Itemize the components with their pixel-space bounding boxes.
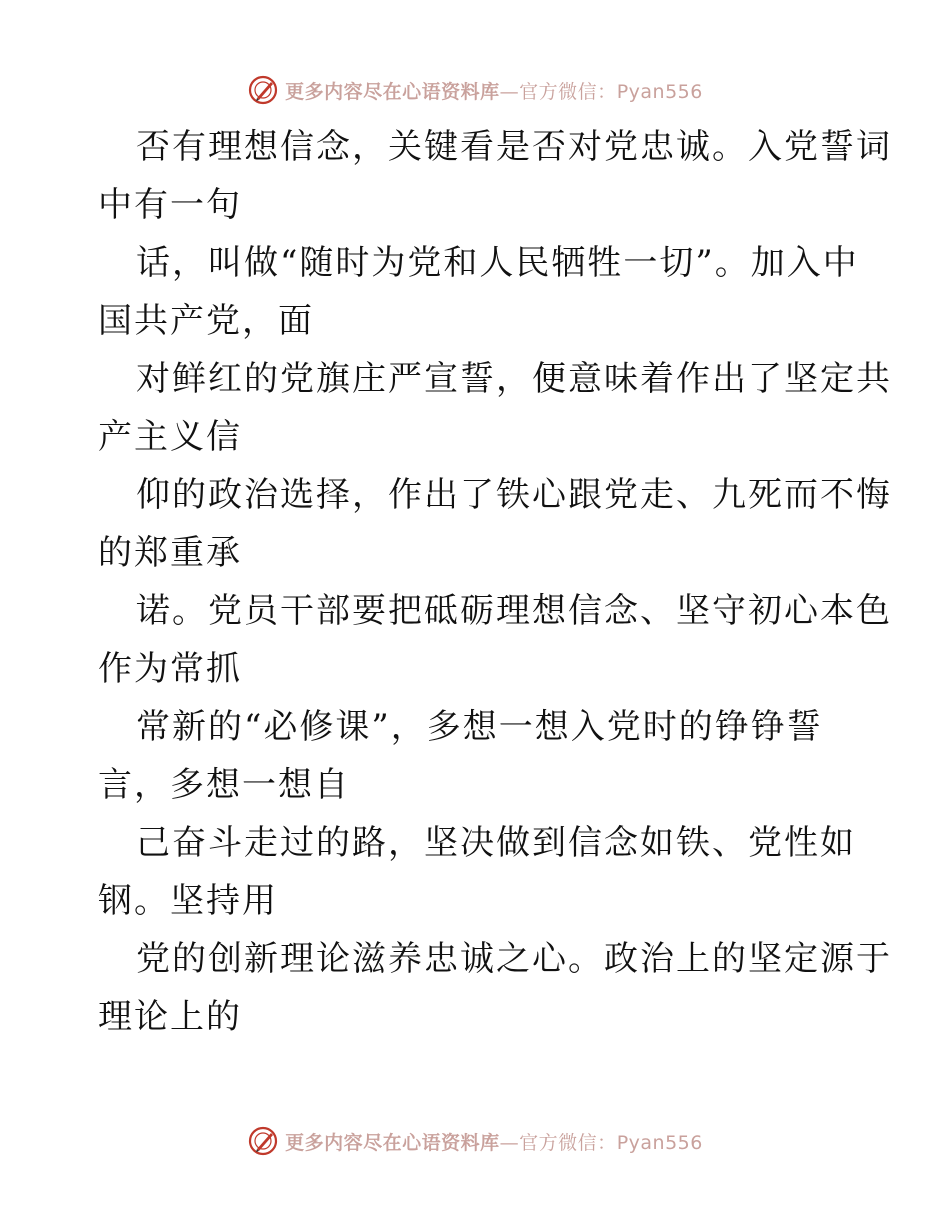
footer-banner [0, 1121, 950, 1161]
header-site-name: 更多内容尽在心语资料库 [285, 80, 500, 103]
footer-wechat-id: Pyan556 [616, 1131, 703, 1154]
text-line: 国共产党，面 [98, 301, 314, 341]
text-line: 常新的“必修课”，多想一想入党时的铮铮誓 [136, 707, 823, 747]
text-line: 话，叫做“随时为党和人民牺牲一切”。加入中 [136, 243, 859, 283]
text-line: 钢。坚持用 [98, 881, 278, 921]
text-line: 理论上的 [98, 997, 242, 1037]
pen-logo-icon [247, 74, 279, 106]
header-wechat-label: —官方微信： [499, 80, 617, 103]
text-line: 党的创新理论滋养忠诚之心。政治上的坚定源于 [136, 939, 892, 979]
text-line: 言，多想一想自 [98, 765, 350, 805]
header-banner [0, 70, 950, 110]
text-line: 己奋斗走过的路，坚决做到信念如铁、党性如 [136, 823, 856, 863]
header-wechat-id: Pyan556 [616, 80, 703, 103]
document-body [98, 118, 892, 1046]
text-line: 中有一句 [98, 185, 242, 225]
text-line: 诺。党员干部要把砥砺理想信念、坚守初心本色 [136, 591, 892, 631]
pen-logo-icon [247, 1125, 279, 1157]
text-line: 的郑重承 [98, 533, 242, 573]
text-line: 作为常抓 [98, 649, 242, 689]
text-line: 产主义信 [98, 417, 242, 457]
text-line: 否有理想信念，关键看是否对党忠诚。入党誓词 [136, 127, 892, 167]
text-line: 对鲜红的党旗庄严宣誓，便意味着作出了坚定共 [136, 359, 892, 399]
footer-wechat-label: —官方微信： [499, 1131, 617, 1154]
footer-site-name: 更多内容尽在心语资料库 [285, 1131, 500, 1154]
text-line: 仰的政治选择，作出了铁心跟党走、九死而不悔 [136, 475, 892, 515]
